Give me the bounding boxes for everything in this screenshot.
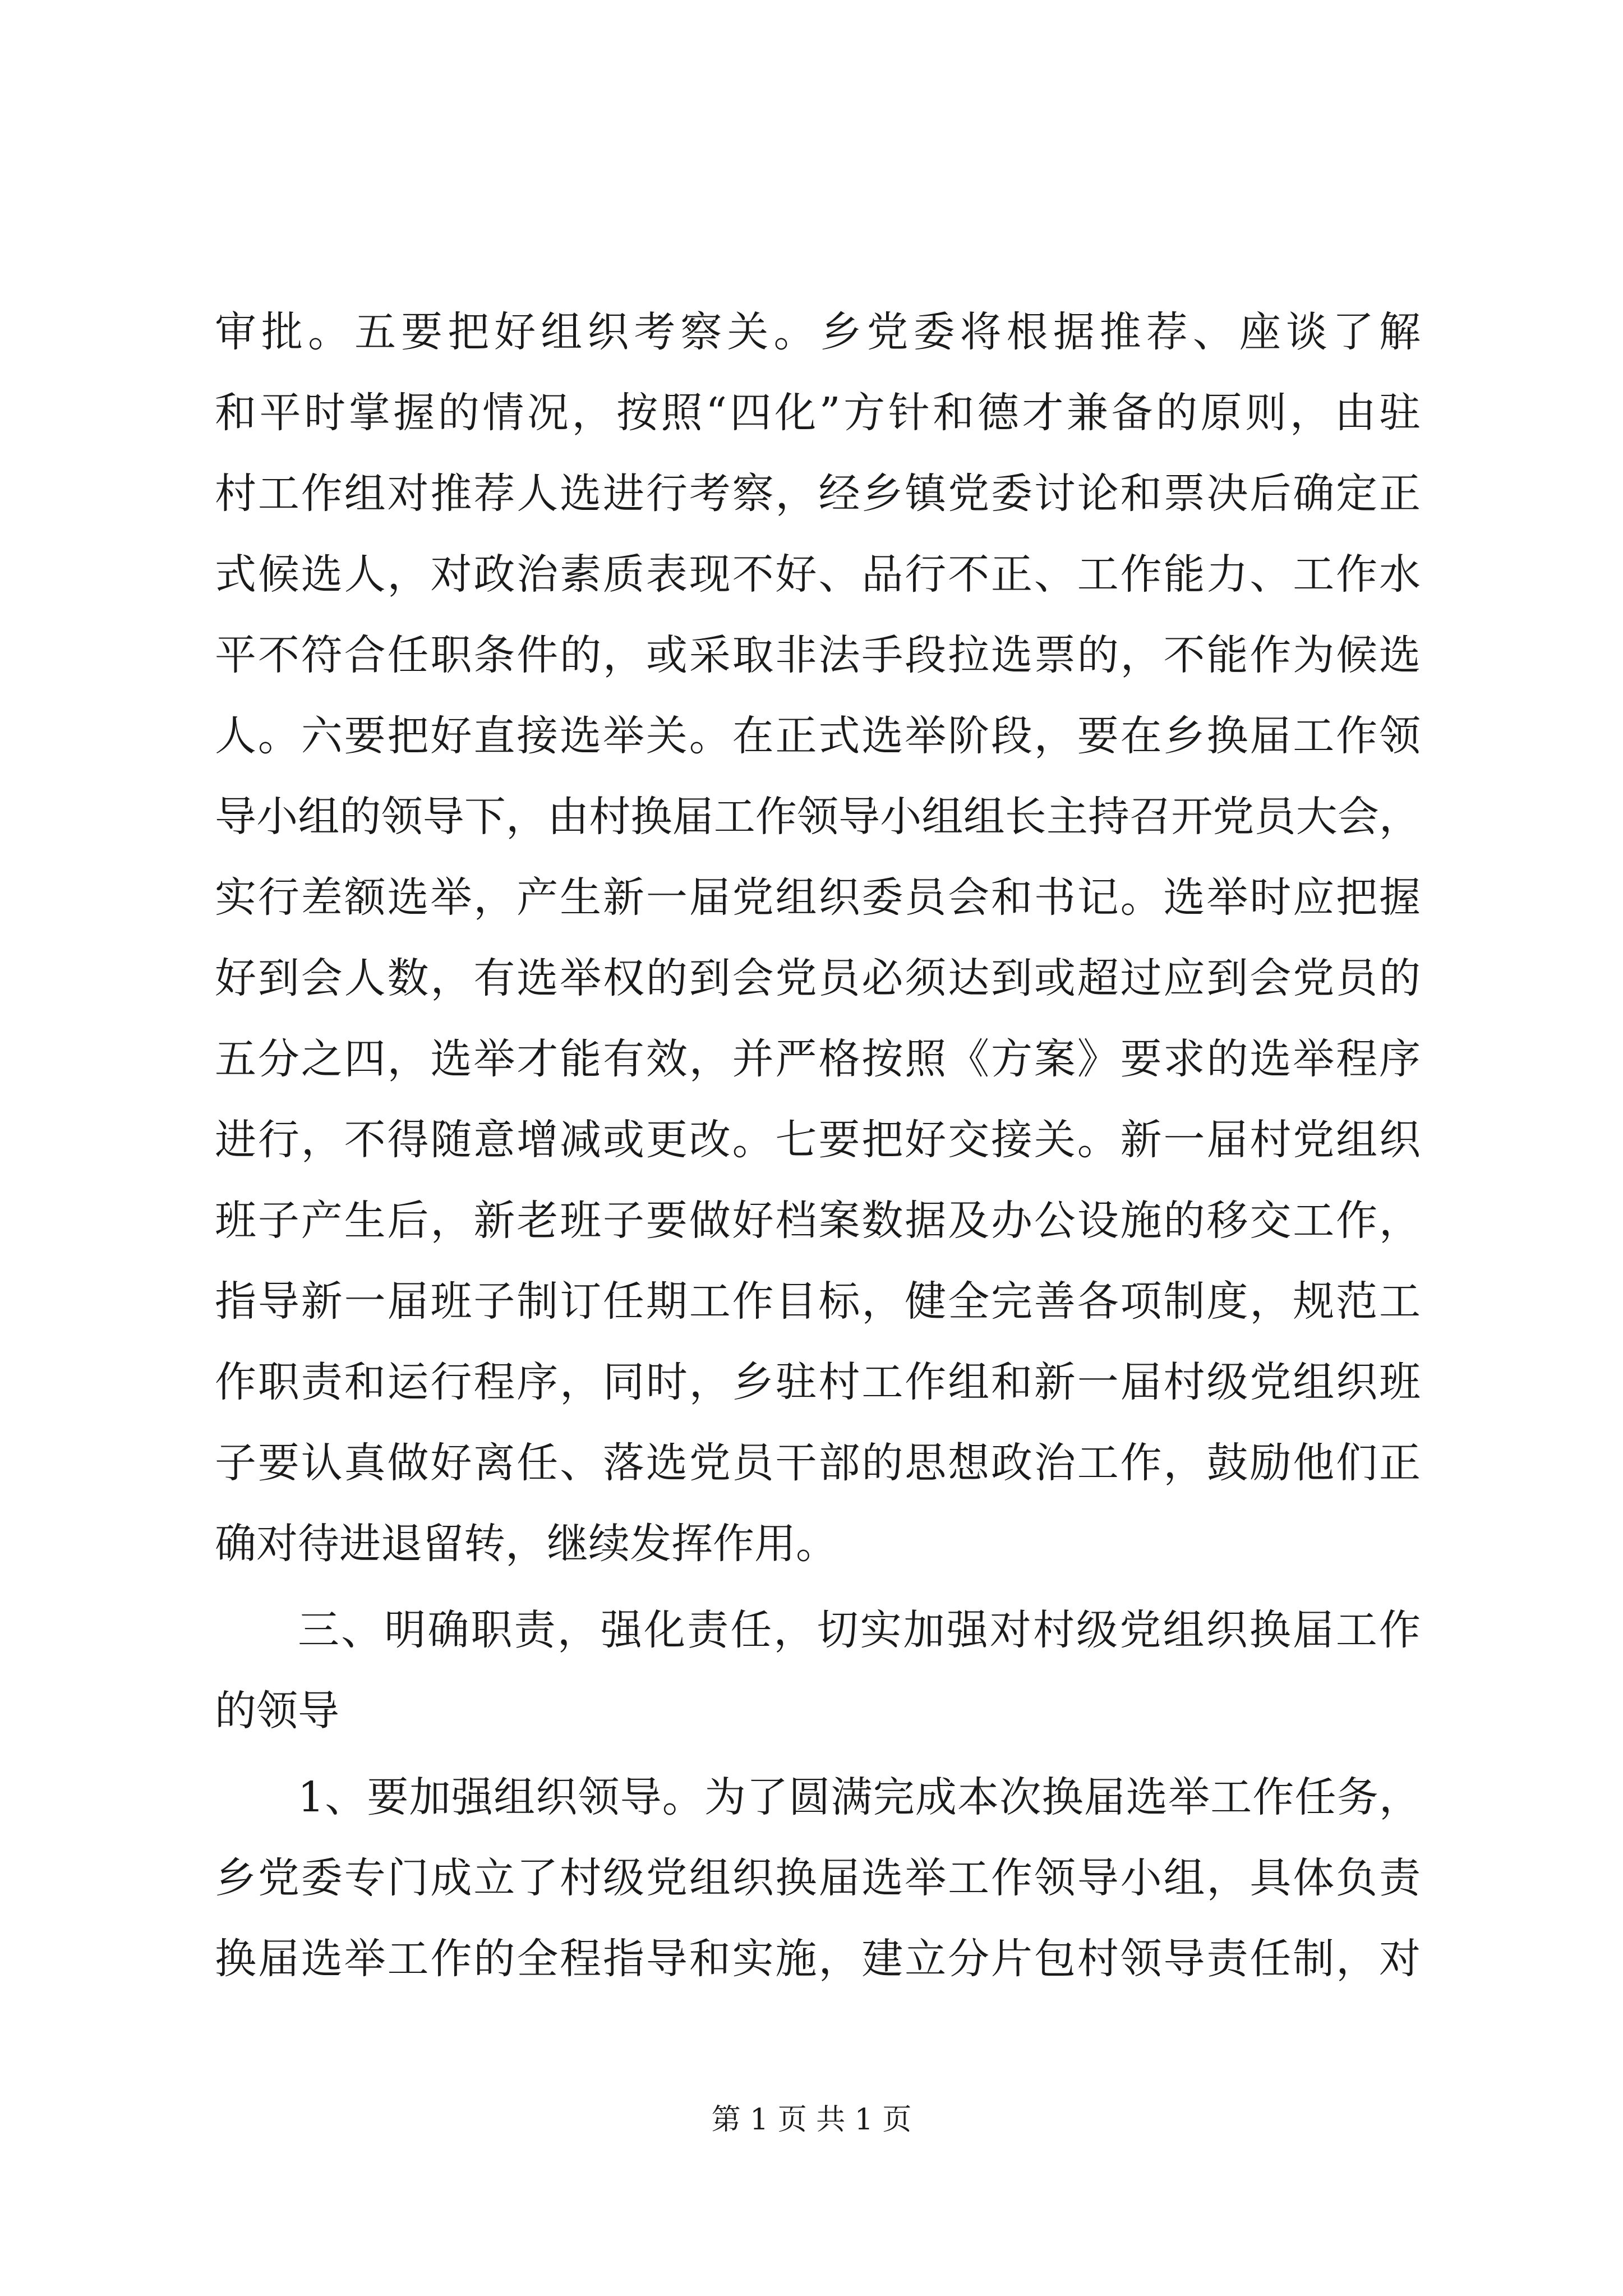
text-line: 作职责和运行程序，同时，乡驻村工作组和新一届村级党组织班 <box>215 1358 1421 1406</box>
text-line: 实行差额选举，产生新一届党组织委员会和书记。选举时应把握 <box>215 873 1421 922</box>
paragraph-organization-leadership <box>215 1757 1421 1999</box>
text-line: 审批。五要把好组织考察关。乡党委将根据推荐、座谈了解 <box>215 308 1421 356</box>
text-line: 导小组的领导下，由村换届工作领导小组组长主持召开党员大会， <box>215 793 1421 841</box>
text-line: 平不符合任职条件的，或采取非法手段拉选票的，不能作为候选 <box>215 631 1421 679</box>
text-line: 好到会人数，有选举权的到会党员必须达到或超过应到会党员的 <box>215 954 1421 1002</box>
text-line: 乡党委专门成立了村级党组织换届选举工作领导小组，具体负责 <box>215 1854 1421 1902</box>
page-number-footer: 第 1 页 共 1 页 <box>711 2103 912 2137</box>
section-heading-three <box>215 1590 1421 1751</box>
text-line: 式候选人，对政治素质表现不好、品行不正、工作能力、工作水 <box>215 550 1421 599</box>
text-line: 确对待进退留转，继续发挥作用。 <box>215 1520 837 1568</box>
text-line: 班子产生后，新老班子要做好档案数据及办公设施的移交工作， <box>215 1197 1421 1245</box>
document-body <box>215 292 1421 1999</box>
text-line: 指导新一届班子制订任期工作目标，健全完善各项制度，规范工 <box>215 1277 1421 1326</box>
text-line: 1、要加强组织领导。为了圆满完成本次换届选举工作任务， <box>298 1773 1421 1821</box>
text-line: 村工作组对推荐人选进行考察，经乡镇党委讨论和票决后确定正 <box>215 470 1421 518</box>
text-line: 换届选举工作的全程指导和实施，建立分片包村领导责任制，对 <box>215 1935 1421 1983</box>
text-line: 进行，不得随意增减或更改。七要把好交接关。新一届村党组织 <box>215 1116 1421 1164</box>
paragraph-approval-and-election <box>215 292 1421 1584</box>
heading-line: 三、明确职责，强化责任，切实加强对村级党组织换届工作 <box>298 1606 1421 1654</box>
heading-line: 的领导 <box>215 1687 339 1735</box>
text-line: 五分之四，选举才能有效，并严格按照《方案》要求的选举程序 <box>215 1035 1421 1083</box>
text-line: 人。六要把好直接选举关。在正式选举阶段，要在乡换届工作领 <box>215 712 1421 760</box>
text-line: 和平时掌握的情况，按照“四化”方针和德才兼备的原则，由驻 <box>215 389 1421 437</box>
text-line: 子要认真做好离任、落选党员干部的思想政治工作，鼓励他们正 <box>215 1439 1421 1487</box>
